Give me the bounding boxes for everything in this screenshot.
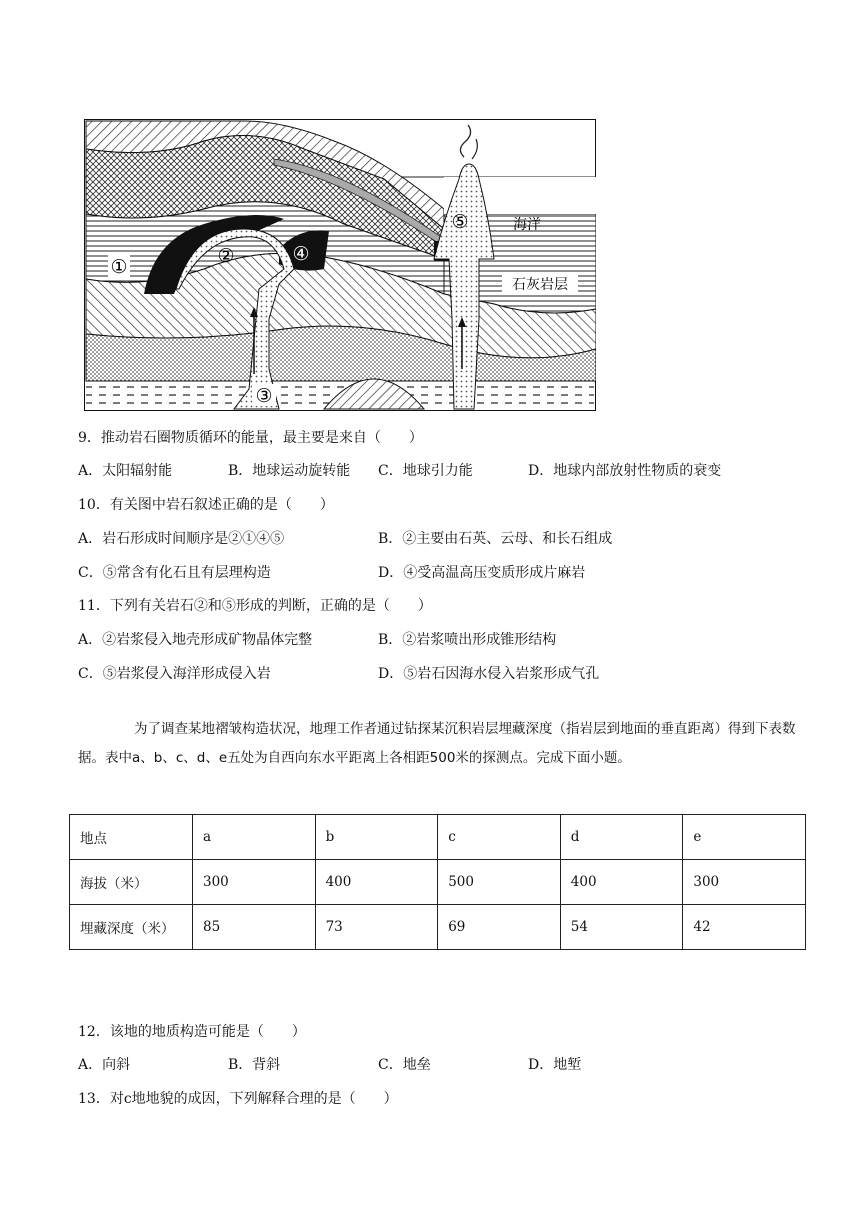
label-limestone-layer: 石灰岩层 — [512, 277, 568, 293]
label-rock-2: ② — [217, 245, 235, 267]
table-cell: 54 — [560, 905, 683, 950]
question-9-option-a[interactable]: A．太阳辐射能 — [78, 463, 173, 479]
table-cell: 400 — [560, 860, 683, 905]
table-cell: 海拔（米） — [70, 860, 193, 905]
question-10-option-c[interactable]: C．⑤常含有化石且有层理构造 — [78, 565, 271, 581]
question-11-option-d[interactable]: D．⑤岩石因海水侵入岩浆形成气孔 — [378, 666, 600, 682]
table-row — [70, 860, 806, 905]
question-12-option-d[interactable]: D．地堑 — [528, 1057, 582, 1073]
question-11-option-c[interactable]: C．⑤岩浆侵入海洋形成侵入岩 — [78, 666, 271, 682]
question-11-option-b[interactable]: B．②岩浆喷出形成锥形结构 — [378, 632, 557, 648]
question-12-option-b[interactable]: B．背斜 — [228, 1057, 281, 1073]
question-11-option-a[interactable]: A．②岩浆侵入地壳形成矿物晶体完整 — [78, 632, 313, 648]
table-cell: 400 — [315, 860, 438, 905]
question-10-option-b[interactable]: B．②主要由石英、云母、和长石组成 — [378, 531, 613, 547]
label-rock-3: ③ — [255, 385, 273, 407]
table-cell: 73 — [315, 905, 438, 950]
question-12-option-a[interactable]: A．向斜 — [78, 1057, 131, 1073]
drilling-data-table — [69, 814, 806, 950]
table-cell: 地点 — [70, 815, 193, 860]
table-row — [70, 905, 806, 950]
table-header-row — [70, 815, 806, 860]
label-rock-1: ① — [110, 256, 128, 278]
passage-intro — [78, 715, 806, 773]
table-cell: e — [683, 815, 806, 860]
question-9-option-b[interactable]: B．地球运动旋转能 — [228, 463, 351, 479]
question-9-option-c[interactable]: C．地球引力能 — [378, 463, 473, 479]
table-cell: a — [193, 815, 316, 860]
question-11-stem: 11．下列有关岩石②和⑤形成的判断，正确的是（ ） — [78, 598, 432, 614]
table-cell: 埋藏深度（米） — [70, 905, 193, 950]
label-rock-4: ④ — [292, 243, 310, 265]
table-cell: b — [315, 815, 438, 860]
rock-cycle-cross-section-figure — [84, 119, 596, 411]
label-rock-5: ⑤ — [451, 211, 469, 233]
question-13-stem: 13．对c地地貌的成因，下列解释合理的是（ ） — [78, 1091, 398, 1107]
label-ocean: 海洋 — [513, 217, 541, 233]
question-10-option-d[interactable]: D．④受高温高压变质形成片麻岩 — [378, 565, 586, 581]
question-9-option-d[interactable]: D．地球内部放射性物质的衰变 — [528, 463, 722, 479]
table-cell: 85 — [193, 905, 316, 950]
question-9-stem: 9．推动岩石圈物质循环的能量，最主要是来自（ ） — [78, 430, 423, 446]
table-cell: 69 — [438, 905, 561, 950]
table-cell: 500 — [438, 860, 561, 905]
table-cell: d — [560, 815, 683, 860]
table-cell: 300 — [193, 860, 316, 905]
table-cell: c — [438, 815, 561, 860]
passage-intro-text: 为了调查某地褶皱构造状况，地理工作者通过钻探某沉积岩层埋藏深度（指岩层到地面的垂直距离）得到下表数据。表中a、b、c、d、e五处为自西向东水平距离上各相距500米的探测点。完成下面小题。 — [78, 721, 796, 766]
table-cell: 300 — [683, 860, 806, 905]
question-12-option-c[interactable]: C．地垒 — [378, 1057, 431, 1073]
question-10-option-a[interactable]: A．岩石形成时间顺序是②①④⑤ — [78, 531, 285, 547]
question-10-stem: 10．有关图中岩石叙述正确的是（ ） — [78, 497, 334, 513]
question-12-stem: 12．该地的地质构造可能是（ ） — [78, 1024, 306, 1040]
table-cell: 42 — [683, 905, 806, 950]
